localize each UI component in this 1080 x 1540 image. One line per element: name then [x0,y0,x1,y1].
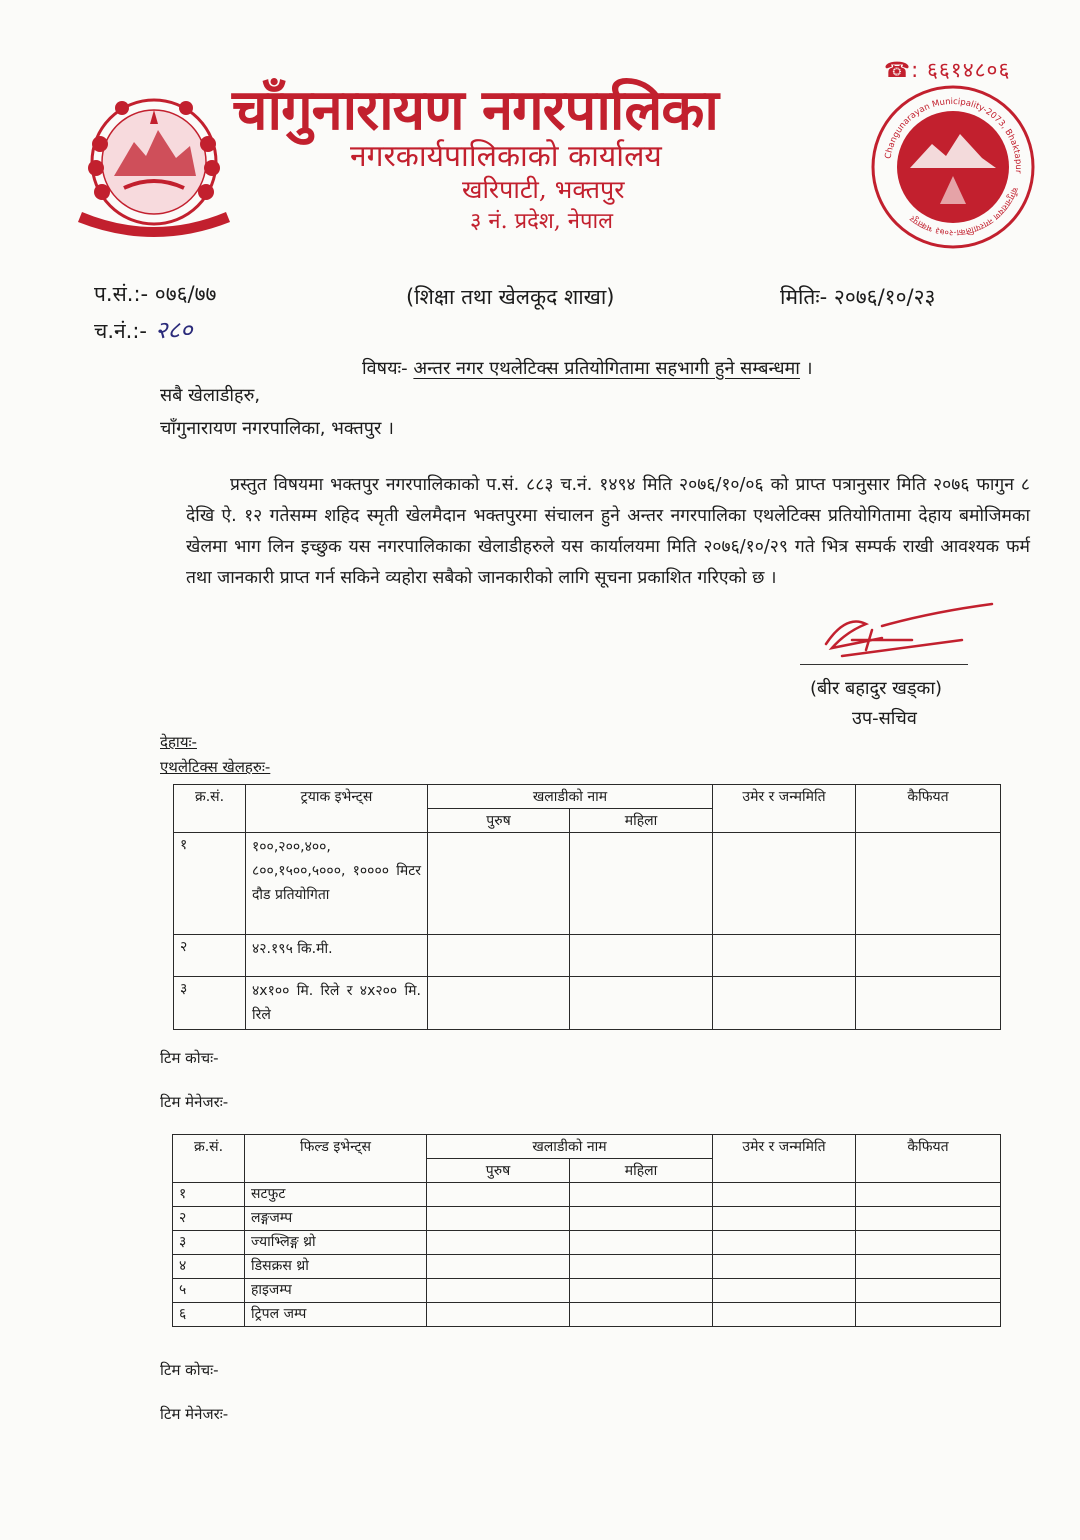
header-age: उमेर र जन्ममिति [713,1135,856,1183]
row-event: ४२.१९५ कि.मी. [246,935,428,977]
letter-body: प्रस्तुत विषयमा भक्तपुर नगरपालिकाको प.सं. ८८३ च.नं. १४९४ मिति २०७६/१०/०६ को प्राप्त पत्रानुसार मिति २०७६ फागुन ८ देखि ऐ. १२ गतेसम्म शहिद स्मृती खेलमैदान भक्तपुरमा संचालन हुने अन्तर नगरपालिका एथलेटिक्स प्रतियोगितामा देहाय बमोजिमका खेलमा भाग लिन इच्छुक यस नगरपालिकाका खेलाडीहरुले यस कार्यालयमा मिति २०७६/१०/२९ गते भित्र सम्पर्क राखी आवश्यक फर्म तथा जानकारी प्राप्त गर्न सकिने व्यहोरा सबैको जानकारीको लागि सूचना प्रकाशित गरिएको छ । [186,475,1030,588]
cell-male [427,1183,570,1207]
cell-age [713,833,856,935]
header-player: खलाडीको नाम [427,1135,713,1159]
header-male: पुरुष [428,809,570,833]
cell-remarks [856,833,1001,935]
letter-date: मितिः- २०७६/१०/२३ [780,285,936,309]
cell-female [570,1207,713,1231]
header-female: महिला [570,809,713,833]
cell-female [570,1303,713,1327]
cell-age [713,935,856,977]
cell-remarks [856,1231,1001,1255]
seal-text: Changunarayan Municipality-2073, Bhaktapur [883,96,1024,174]
row-event: १००,२००,४००, ८००,१५००,५०००, १०००० मिटर दौड प्रतियोगिता [246,833,428,935]
team-manager-label: टिम मेनेजरः- [160,1093,229,1111]
seal-text-np: चाँगुनारायण नगरपालिका-२०७३ भक्तपुर [908,185,1020,238]
municipality-seal-icon [870,84,1036,250]
branch-name: (शिक्षा तथा खेलकूद शाखा) [406,285,615,309]
cell-remarks [856,935,1001,977]
subject-text: अन्तर नगर एथलेटिक्स प्रतियोगितामा सहभागी हुने सम्बन्धमा [413,358,800,379]
track-events-table [173,784,1001,1030]
cell-female [570,1183,713,1207]
details-label: देहायः- [160,733,197,751]
row-event: डिसक्रस थ्रो [245,1255,427,1279]
cell-male [427,1231,570,1255]
cell-female [570,977,713,1030]
organization-name: चाँगुनारायण नगरपालिका [232,77,718,143]
dispatch-label: च.नं.:- [94,319,147,343]
cell-female [570,1279,713,1303]
row-sn: १ [174,833,246,935]
table-row [173,1255,1001,1279]
table-row [173,1303,1001,1327]
cell-remarks [856,1279,1001,1303]
row-sn: २ [174,935,246,977]
cell-age [713,1279,856,1303]
cell-female [570,1231,713,1255]
team-coach-label: टिम कोचः- [160,1049,219,1067]
office-name: नगरकार्यपालिकाको कार्यालय [350,139,662,174]
dispatch-value: २८० [155,316,193,344]
nepal-emblem-icon [72,84,236,244]
row-event: ट्रिपल जम्प [245,1303,427,1327]
office-address: खरिपाटी, भक्तपुर [462,175,625,204]
row-sn: ४ [173,1255,245,1279]
telephone-icon: ☎ [884,58,912,82]
table-row [174,833,1001,935]
cell-age [713,1303,856,1327]
cell-remarks [856,1183,1001,1207]
signatory-title: उप-सचिव [852,708,917,729]
cell-age [713,977,856,1030]
header-event: ट्रयाक इभेन्ट्स [246,785,428,833]
cell-male [428,977,570,1030]
signature-line [800,664,968,665]
header-male: पुरुष [427,1159,570,1183]
table-row [174,977,1001,1030]
table-row [174,935,1001,977]
team-manager-label: टिम मेनेजरः- [160,1405,229,1423]
row-sn: ३ [173,1231,245,1255]
dispatch-number [94,313,192,346]
team-coach-label: टिम कोचः- [160,1361,219,1379]
cell-male [427,1279,570,1303]
header-player: खलाडीको नाम [428,785,713,809]
row-event: ज्याभ्लिङ्ग थ्रो [245,1231,427,1255]
addressee-line-2: चाँगुनारायण नगरपालिका, भक्तपुर । [160,418,394,439]
row-event: सटफुट [245,1183,427,1207]
cell-male [428,833,570,935]
handwritten-signature [812,600,1002,670]
cell-age [713,1183,856,1207]
cell-female [570,935,713,977]
addressee-line-1: सबै खेलाडीहरु, [160,385,261,406]
reference-number: प.सं.:- ०७६/७७ [94,282,217,306]
header-age: उमेर र जन्ममिति [713,785,856,833]
header-sn: क्र.सं. [173,1135,245,1183]
cell-age [713,1207,856,1231]
office-province: ३ नं. प्रदेश, नेपाल [470,209,614,234]
row-sn: ३ [174,977,246,1030]
table-row [173,1231,1001,1255]
cell-male [427,1303,570,1327]
cell-age [713,1255,856,1279]
cell-remarks [856,1207,1001,1231]
header-sn: क्र.सं. [174,785,246,833]
header-remarks: कैफियत [856,785,1001,833]
row-sn: १ [173,1183,245,1207]
cell-male [427,1255,570,1279]
cell-age [713,1231,856,1255]
cell-remarks [856,977,1001,1030]
header-female: महिला [570,1159,713,1183]
phone-number: ☎: ६६१४८०६ [884,58,1011,82]
table-row [173,1183,1001,1207]
cell-remarks [856,1303,1001,1327]
row-event: हाइजम्प [245,1279,427,1303]
cell-female [570,1255,713,1279]
row-sn: ५ [173,1279,245,1303]
table-row [173,1279,1001,1303]
row-event: ४x१०० मि. रिले र ४x२०० मि. रिले [246,977,428,1030]
table-row [173,1207,1001,1231]
field-events-table [172,1134,1001,1327]
signatory-name: (बीर बहादुर खड्का) [810,678,943,699]
row-sn: २ [173,1207,245,1231]
cell-male [428,935,570,977]
cell-female [570,833,713,935]
subject-line [362,356,813,380]
header-remarks: कैफियत [856,1135,1001,1183]
row-sn: ६ [173,1303,245,1327]
row-event: लङ्गजम्प [245,1207,427,1231]
subject-label: विषयः- [362,358,408,379]
cell-remarks [856,1255,1001,1279]
athletics-label: एथलेटिक्स खेलहरुः- [160,758,271,776]
cell-male [427,1207,570,1231]
subject-end: । [805,358,813,379]
header-event: फिल्ड इभेन्ट्स [245,1135,427,1183]
